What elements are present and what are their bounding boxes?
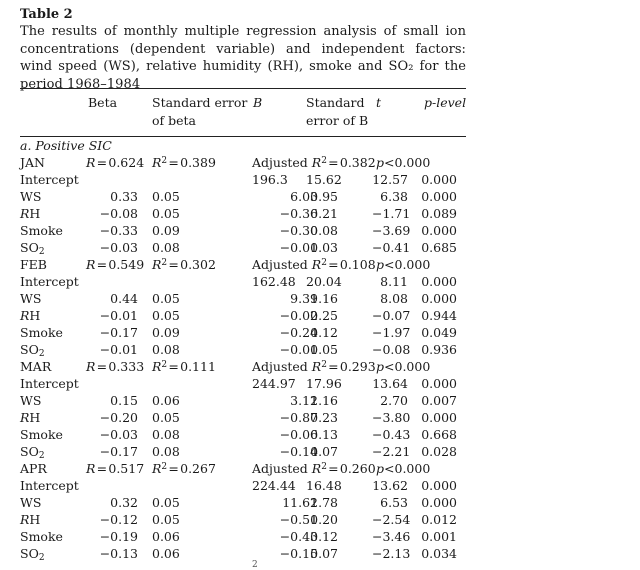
row-label: Intercept <box>20 478 79 493</box>
b-value: −0.24 <box>279 325 318 340</box>
beta-value: −0.17 <box>99 444 138 459</box>
adjusted-r2: Adjusted $R^2$ = 0.108 <box>252 257 376 272</box>
beta-value: 0.15 <box>110 393 138 408</box>
b-value: −0.30 <box>279 223 318 238</box>
t-value: −2.54 <box>372 512 411 527</box>
t-value: −2.21 <box>372 444 411 459</box>
header-se-b-1: Standard <box>306 95 365 110</box>
beta-value: 0.44 <box>110 291 138 306</box>
t-value: −2.13 <box>372 546 411 561</box>
b-value: 224.44 <box>252 478 296 493</box>
t-value: 6.38 <box>380 189 408 204</box>
se-b-value: 20.04 <box>306 274 342 289</box>
b-value: −0.87 <box>279 410 318 425</box>
p-value: 0.000 <box>421 478 457 493</box>
se-b-value: 1.78 <box>310 495 338 510</box>
row-label: $SO_2$ <box>20 444 45 461</box>
se-b-value: 17.96 <box>306 376 342 391</box>
b-value: 11.62 <box>282 495 318 510</box>
b-value: −0.14 <box>279 444 318 459</box>
se-b-value: 0.20 <box>310 512 338 527</box>
model-p: p<0.000 <box>376 257 431 272</box>
top-rule <box>20 88 466 89</box>
row-label: RH <box>20 512 41 527</box>
t-value: −3.80 <box>372 410 411 425</box>
row-label: Smoke <box>20 223 63 238</box>
r2-value: $R^2$ = 0.267 <box>152 461 216 476</box>
se-b-value: 1.16 <box>310 393 338 408</box>
month-row <box>0 358 640 375</box>
b-value: −0.51 <box>279 512 318 527</box>
beta-value: −0.17 <box>99 325 138 340</box>
se-b-value: 0.07 <box>310 546 338 561</box>
row-label: Intercept <box>20 274 79 289</box>
t-value: −1.97 <box>372 325 411 340</box>
b-value: 3.12 <box>290 393 318 408</box>
p-value: 0.000 <box>421 410 457 425</box>
t-value: 8.08 <box>380 291 408 306</box>
se-b-value: 0.12 <box>310 325 338 340</box>
t-value: 8.11 <box>380 274 408 289</box>
t-value: −3.69 <box>372 223 411 238</box>
r-value: R = 0.517 <box>86 461 145 476</box>
row-label: WS <box>20 291 42 306</box>
r-value: R = 0.333 <box>86 359 145 374</box>
p-value: 0.936 <box>421 342 457 357</box>
beta-value: −0.19 <box>99 529 138 544</box>
month-label: MAR <box>20 359 52 374</box>
beta-value: −0.01 <box>99 342 138 357</box>
row-label: $SO_2$ <box>20 342 45 359</box>
row-label: $SO_2$ <box>20 546 45 563</box>
table-row <box>0 205 640 222</box>
se-b-value: 16.48 <box>306 478 342 493</box>
adjusted-r2: Adjusted $R^2$ = 0.260 <box>252 461 376 476</box>
row-label: WS <box>20 495 42 510</box>
table-body <box>0 137 640 562</box>
row-label: Smoke <box>20 427 63 442</box>
p-value: 0.012 <box>421 512 457 527</box>
header-se-beta-1: Standard error <box>152 95 248 110</box>
model-p: p<0.000 <box>376 461 431 476</box>
table-row <box>0 494 640 511</box>
beta-value: −0.08 <box>99 206 138 221</box>
b-value: −0.36 <box>279 206 318 221</box>
b-value: −0.15 <box>279 546 318 561</box>
se-beta-value: 0.06 <box>152 393 180 408</box>
table-row <box>0 239 640 256</box>
b-value: 162.48 <box>252 274 296 289</box>
beta-value: 0.32 <box>110 495 138 510</box>
se-beta-value: 0.05 <box>152 291 180 306</box>
se-b-value: 0.12 <box>310 529 338 544</box>
r-value: R = 0.624 <box>86 155 145 170</box>
month-row <box>0 256 640 273</box>
se-beta-value: 0.08 <box>152 240 180 255</box>
table-title: The results of monthly multiple regression analysis of small ion concentrations (dependent variable) and independent factors: wind speed (WS), relative humidity (RH), smoke and SO₂ for the period 1968–1984 <box>20 24 466 92</box>
se-beta-value: 0.05 <box>152 206 180 221</box>
month-label: JAN <box>20 155 45 170</box>
se-b-value: 0.13 <box>310 427 338 442</box>
t-value: 6.53 <box>380 495 408 510</box>
month-row <box>0 154 640 171</box>
header-b: B <box>253 95 263 110</box>
row-label: WS <box>20 393 42 408</box>
table-header <box>0 92 640 136</box>
clipped-continuation: 2 <box>252 560 258 570</box>
b-value: 9.39 <box>290 291 318 306</box>
p-value: 0.685 <box>421 240 457 255</box>
table-row <box>0 341 640 358</box>
se-b-value: 0.21 <box>310 206 338 221</box>
model-p: p<0.000 <box>376 359 431 374</box>
adjusted-r2: Adjusted $R^2$ = 0.293 <box>252 359 376 374</box>
t-value: −0.41 <box>372 240 411 255</box>
p-value: 0.000 <box>421 495 457 510</box>
table-row <box>0 307 640 324</box>
b-value: 196.3 <box>252 172 288 187</box>
header-se-beta-2: of beta <box>152 113 197 128</box>
b-value: −0.06 <box>279 427 318 442</box>
t-value: −0.43 <box>372 427 411 442</box>
table-row <box>0 511 640 528</box>
row-label: Smoke <box>20 325 63 340</box>
t-value: −0.08 <box>372 342 411 357</box>
beta-value: −0.03 <box>99 240 138 255</box>
adjusted-r2: Adjusted $R^2$ = 0.382 <box>252 155 376 170</box>
t-value: 13.64 <box>372 376 408 391</box>
se-beta-value: 0.05 <box>152 495 180 510</box>
se-beta-value: 0.09 <box>152 223 180 238</box>
t-value: 13.62 <box>372 478 408 493</box>
se-b-value: 0.08 <box>310 223 338 238</box>
t-value: 12.57 <box>372 172 408 187</box>
se-b-value: 0.95 <box>310 189 338 204</box>
beta-value: −0.33 <box>99 223 138 238</box>
row-label: Intercept <box>20 172 79 187</box>
intercept-row <box>0 171 640 188</box>
table-row <box>0 222 640 239</box>
se-beta-value: 0.05 <box>152 189 180 204</box>
month-label: FEB <box>20 257 47 272</box>
table-row <box>0 528 640 545</box>
table-row <box>0 188 640 205</box>
b-value: 6.03 <box>290 189 318 204</box>
table-row <box>0 409 640 426</box>
p-value: 0.049 <box>421 325 457 340</box>
se-b-value: 0.03 <box>310 240 338 255</box>
b-value: −0.02 <box>279 308 318 323</box>
b-value: 244.97 <box>252 376 296 391</box>
p-value: 0.668 <box>421 427 457 442</box>
t-value: −0.07 <box>372 308 411 323</box>
beta-value: −0.01 <box>99 308 138 323</box>
table-row <box>0 426 640 443</box>
beta-value: −0.20 <box>99 410 138 425</box>
row-label: RH <box>20 206 41 221</box>
row-label: WS <box>20 189 42 204</box>
intercept-row <box>0 477 640 494</box>
p-value: 0.007 <box>421 393 457 408</box>
r2-value: $R^2$ = 0.302 <box>152 257 216 272</box>
r2-value: $R^2$ = 0.389 <box>152 155 216 170</box>
p-value: 0.000 <box>421 376 457 391</box>
r2-value: $R^2$ = 0.111 <box>152 359 216 374</box>
se-b-value: 0.07 <box>310 444 338 459</box>
se-beta-value: 0.08 <box>152 427 180 442</box>
row-label: RH <box>20 308 41 323</box>
section-row <box>0 137 640 154</box>
se-beta-value: 0.09 <box>152 325 180 340</box>
p-value: 0.089 <box>421 206 457 221</box>
se-b-value: 0.23 <box>310 410 338 425</box>
table-row <box>0 443 640 460</box>
b-value: −0.43 <box>279 529 318 544</box>
se-b-value: 0.25 <box>310 308 338 323</box>
model-p: p<0.000 <box>376 155 431 170</box>
se-b-value: 15.62 <box>306 172 342 187</box>
table-caption <box>20 6 466 93</box>
row-label: Smoke <box>20 529 63 544</box>
t-value: −1.71 <box>372 206 411 221</box>
header-t: t <box>376 95 382 110</box>
se-beta-value: 0.08 <box>152 444 180 459</box>
beta-value: 0.33 <box>110 189 138 204</box>
header-beta: Beta <box>88 95 118 110</box>
p-value: 0.000 <box>421 274 457 289</box>
table-row <box>0 290 640 307</box>
b-value: −0.01 <box>279 240 318 255</box>
row-label: $SO_2$ <box>20 240 45 257</box>
se-beta-value: 0.06 <box>152 546 180 561</box>
section-label: a. Positive SIC <box>20 138 112 153</box>
table-row <box>0 545 640 562</box>
se-beta-value: 0.05 <box>152 512 180 527</box>
p-value: 0.034 <box>421 546 457 561</box>
p-value: 0.001 <box>421 529 457 544</box>
b-value: −0.01 <box>279 342 318 357</box>
se-b-value: 0.05 <box>310 342 338 357</box>
month-label: APR <box>20 461 47 476</box>
se-b-value: 1.16 <box>310 291 338 306</box>
header-p-level: p-level <box>424 95 467 110</box>
table-row <box>0 392 640 409</box>
table-label: Table 2 <box>20 7 73 22</box>
row-label: RH <box>20 410 41 425</box>
beta-value: −0.03 <box>99 427 138 442</box>
t-value: −3.46 <box>372 529 411 544</box>
t-value: 2.70 <box>380 393 408 408</box>
p-value: 0.000 <box>421 291 457 306</box>
p-value: 0.000 <box>421 189 457 204</box>
r-value: R = 0.549 <box>86 257 145 272</box>
intercept-row <box>0 273 640 290</box>
header-se-b-2: error of B <box>306 113 369 128</box>
beta-value: −0.13 <box>99 546 138 561</box>
table-row <box>0 324 640 341</box>
se-beta-value: 0.05 <box>152 308 180 323</box>
p-value: 0.944 <box>421 308 457 323</box>
p-value: 0.000 <box>421 223 457 238</box>
se-beta-value: 0.06 <box>152 529 180 544</box>
p-value: 0.028 <box>421 444 457 459</box>
beta-value: −0.12 <box>99 512 138 527</box>
se-beta-value: 0.05 <box>152 410 180 425</box>
p-value: 0.000 <box>421 172 457 187</box>
month-row <box>0 460 640 477</box>
se-beta-value: 0.08 <box>152 342 180 357</box>
row-label: Intercept <box>20 376 79 391</box>
intercept-row <box>0 375 640 392</box>
